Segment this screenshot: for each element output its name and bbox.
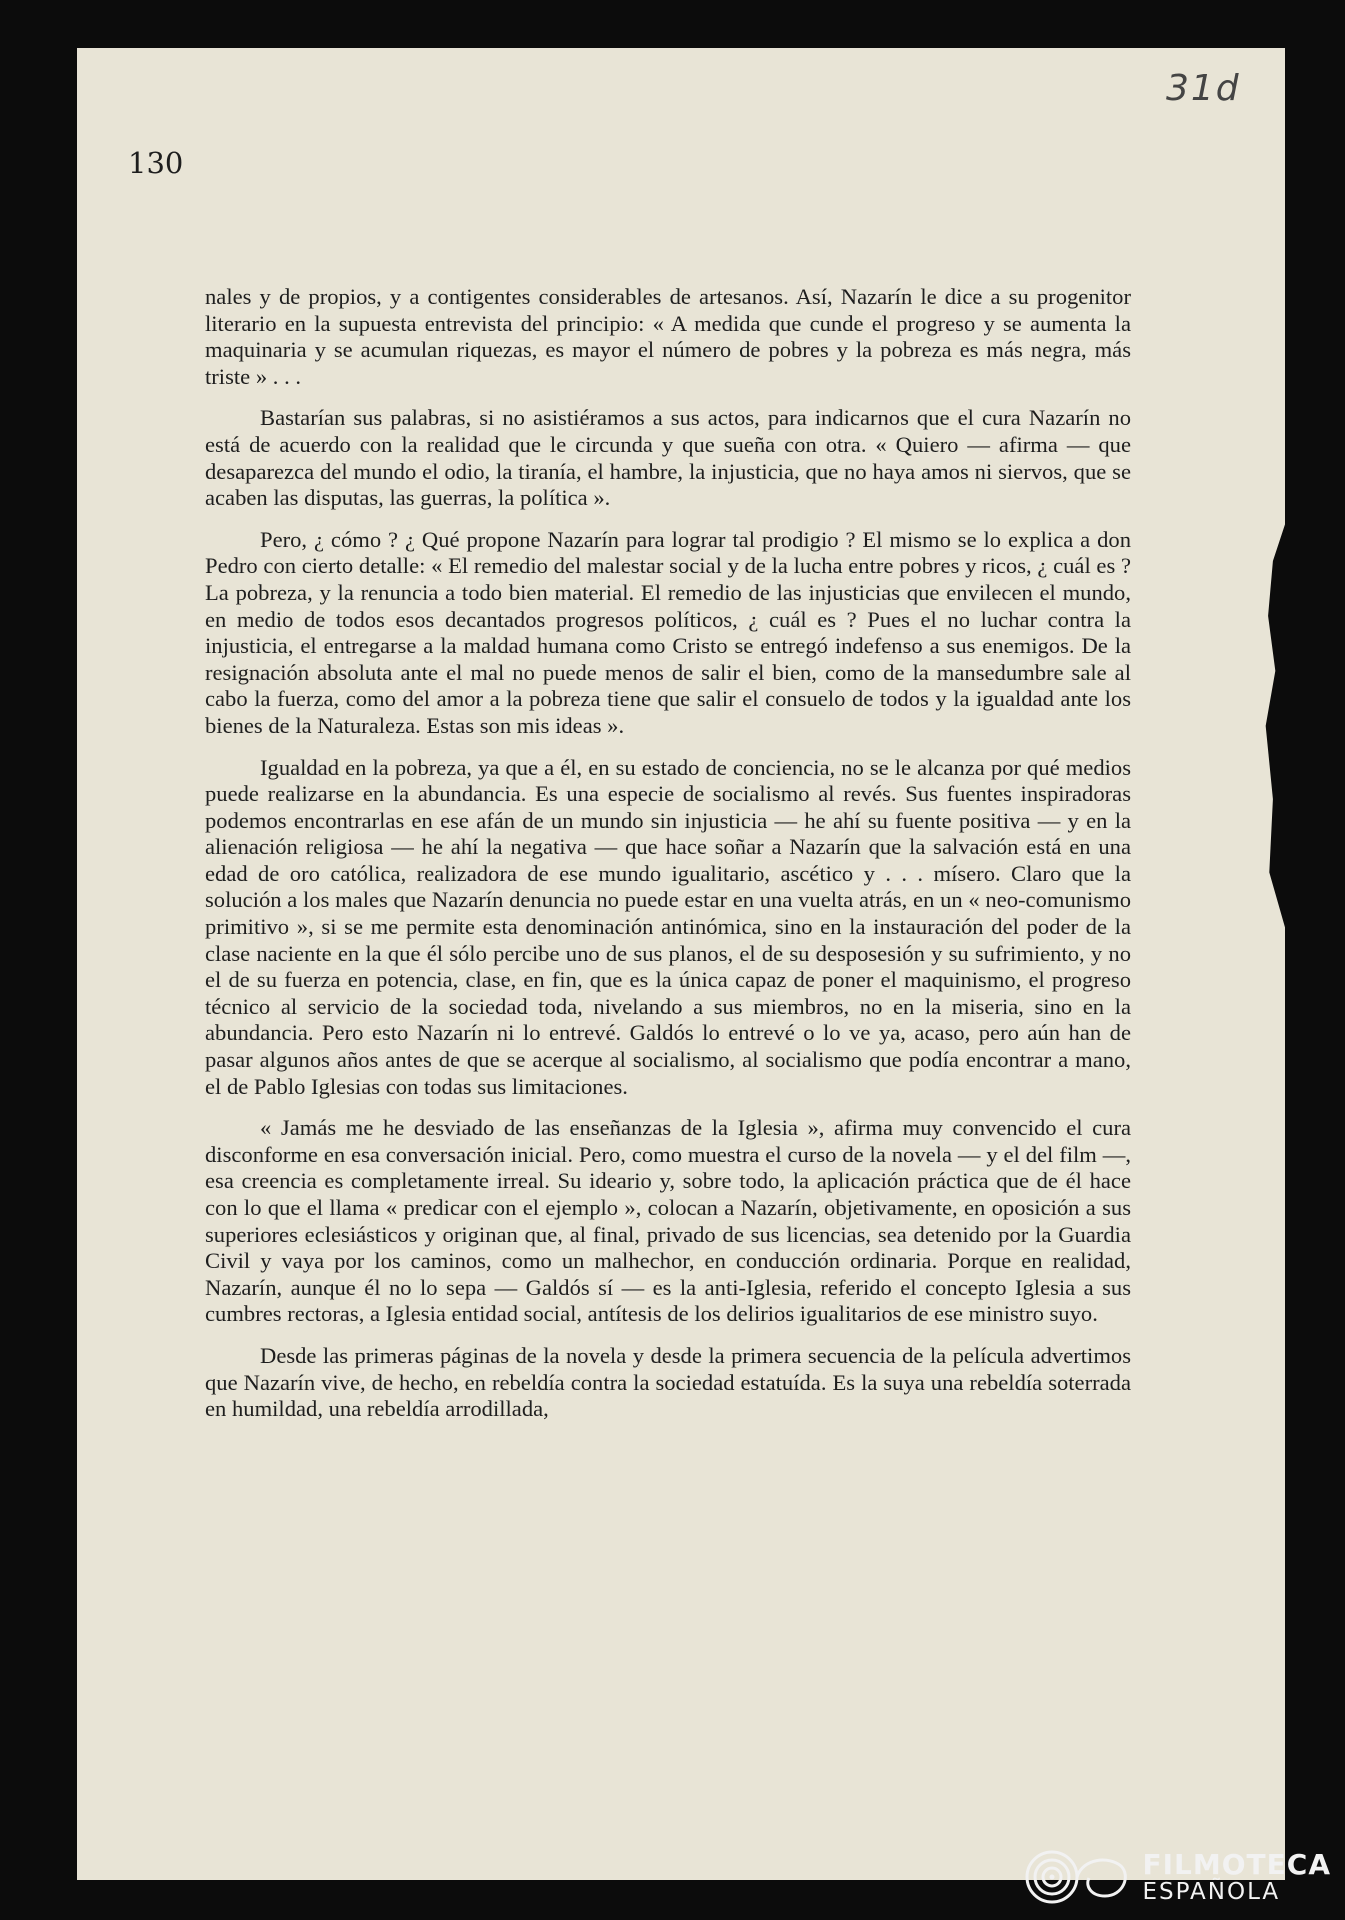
paragraph: Bastarían sus palabras, si no asistiéramos a sus actos, para indicarnos que el cura Nazarín no está de acuerdo con la realidad que le circunda y que sueña con otra. « Quiero — afirma — que desaparezca del mundo el odio, la tiranía, el hambre, la injusticia, que no haya amos ni siervos, que se acaben las disputas, las guerras, la política ». [205, 405, 1131, 511]
film-reel-icon [1023, 1848, 1133, 1906]
logo-subtitle: ESPAÑOLA [1142, 1878, 1281, 1905]
paragraph: Igualdad en la pobreza, ya que a él, en su estado de conciencia, no se le alcanza por qué medios puede realizarse en la abundancia. Es una especie de socialismo al revés. Sus fuentes inspiradoras podemos encontrarlas en ese afán de un mundo sin injusticia — he ahí su fuente positiva — y en la alienación religiosa — he ahí la negativa — que hace soñar a Nazarín que la salvación está en una edad de oro católica, realizadora de ese mundo igualitario, ascético y . . . mísero. Claro que la solución a los males que Nazarín denuncia no puede estar en una vuelta atrás, en un « neo-comunismo primitivo », si se me permite esta denominación antinómica, sino en la instauración del poder de la clase naciente en la que él sólo percibe uno de sus planos, el de su desposesión y su sufrimiento, y no el de su fuerza en potencia, clase, en fin, que es la única capaz de poner el maquinismo, el progreso técnico al servicio de la sociedad toda, nivelando a sus miembros, no en la miseria, sino en la abundancia. Pero esto Nazarín ni lo entrevé. Galdós lo entrevé o lo ve ya, acaso, pero aún han de pasar algunos años antes de que se acerque al socialismo, al socialismo que podía encontrar a mano, el de Pablo Iglesias con todas sus limitaciones. [205, 754, 1131, 1099]
handwritten-annotation: 31d [1166, 68, 1241, 109]
paragraph: nales y de propios, y a contigentes considerables de artesanos. Así, Nazarín le dice a su progenitor literario en la supuesta entrevista del principio: « A medida que cunde el progreso y se aumenta la maquinaria y se acumulan riquezas, es mayor el número de pobres y la pobreza es más negra, más triste » . . . [205, 284, 1131, 389]
paragraph: « Jamás me he desviado de las enseñanzas de la Iglesia », afirma muy convencido el cura disconforme en esa conversación inicial. Pero, como muestra el curso de la novela — y el del film —, esa creencia es completamente irreal. Su ideario y, sobre todo, la aplicación práctica que de él hace con lo que el llama « predicar con el ejemplo », colocan a Nazarín, objetivamente, en oposición a sus superiores eclesiásticos y originan que, al final, privado de sus licencias, sea detenido por la Guardia Civil y vaya por los caminos, como un malhechor, en conducción ordinaria. Porque en realidad, Nazarín, aunque él no lo sepa — Galdós sí — es la anti-Iglesia, referido el concepto Iglesia a sus cumbres rectoras, a Iglesia entidad social, antítesis de los delirios igualitarios de ese ministro suyo. [205, 1115, 1131, 1327]
paragraph: Desde las primeras páginas de la novela y desde la primera secuencia de la película advertimos que Nazarín vive, de hecho, en rebeldía contra la sociedad estatuída. Es la suya una rebeldía soterrada en humildad, una rebeldía arrodillada, [205, 1342, 1131, 1422]
paragraph: Pero, ¿ cómo ? ¿ Qué propone Nazarín para lograr tal prodigio ? El mismo se lo explica a don Pedro con cierto detalle: « El remedio del malestar social y de la lucha entre pobres y ricos, ¿ cuál es ? La pobreza, y la renuncia a todo bien material. El remedio de las injusticias que envilecen el mundo, en medio de todos esos decantados progresos políticos, ¿ cuál es ? Pues el no luchar contra la injusticia, el entregarse a la maldad humana como Cristo se entregó indefenso a sus enemigos. De la resignación absoluta ante el mal no puede menos de salir el bien, como de la mansedumbre sale al cabo la fuerza, como del amor a la pobreza tiene que salir el consuelo de todos y la igualdad ante los bienes de la Naturaleza. Estas son mis ideas ». [205, 526, 1131, 738]
filmoteca-logo [1023, 1848, 1332, 1906]
body-text [205, 284, 1131, 1438]
page-number: 130 [128, 146, 184, 180]
logo-title: FILMOTECA [1142, 1848, 1331, 1882]
